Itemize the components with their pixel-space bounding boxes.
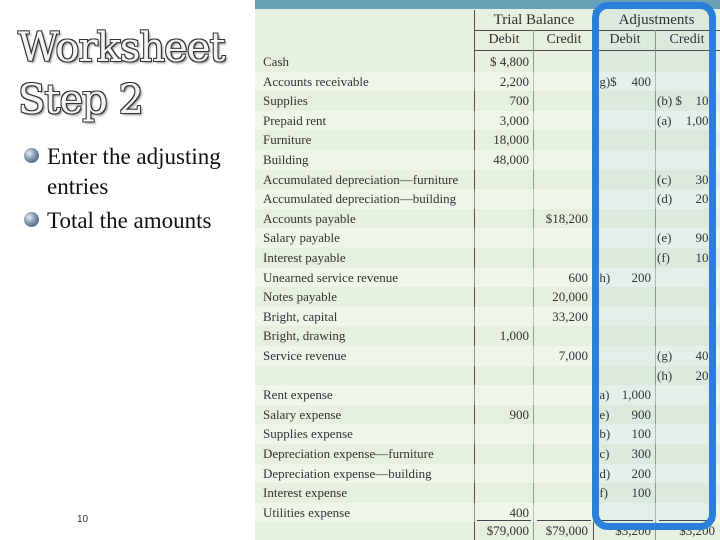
tb-credit-value — [535, 248, 588, 268]
adj-credit-ref: (b) $ — [657, 93, 682, 109]
bullet-list — [24, 142, 256, 240]
tb-credit-value — [535, 444, 588, 464]
adj-debit-header: Debit — [609, 32, 641, 47]
adj-credit-value: 200 — [695, 367, 715, 383]
tb-credit-value: $18,200 — [545, 210, 588, 226]
adj-debit-value: 1,000 — [621, 387, 651, 403]
adjustments-header: Adjustments — [618, 12, 695, 28]
account-name: Interest payable — [263, 250, 346, 265]
adj-credit-value: 1,000 — [685, 112, 715, 128]
tb-credit-header: Credit — [546, 32, 582, 47]
adj-debit-value: 300 — [631, 446, 651, 461]
adj-debit-ref: (a) — [595, 387, 610, 403]
title-line-1: Worksheet — [18, 25, 225, 71]
adj-debit-ref: (e) — [595, 406, 610, 422]
account-name: Service revenue — [263, 348, 347, 363]
tb-credit-value — [535, 52, 588, 72]
bullet-text: Total the amounts — [47, 208, 212, 233]
tb-credit-value — [535, 483, 588, 503]
adj-debit-value: 100 — [631, 426, 651, 442]
tb-credit-value — [535, 228, 588, 248]
tb-debit-value — [477, 424, 529, 444]
page-number: 10 — [77, 514, 89, 525]
adjustments-highlight-box — [592, 2, 716, 530]
tb-debit-value — [477, 228, 529, 248]
tb-debit-value: 400 — [509, 504, 529, 520]
adj-debit-value: 100 — [631, 485, 651, 501]
account-name: Accounts receivable — [263, 73, 369, 89]
tb-debit-value: 900 — [509, 406, 529, 422]
tb-debit-value: 700 — [509, 93, 529, 109]
tb-debit-value: 3,000 — [499, 112, 529, 128]
tb-debit-total: $79,000 — [486, 523, 529, 538]
adj-credit-header: Credit — [669, 32, 705, 47]
adj-credit-ref: (c) — [657, 171, 672, 187]
bullet-item — [24, 142, 256, 202]
bullet-item — [24, 206, 256, 236]
tb-credit-value — [535, 130, 588, 150]
tb-credit-value — [535, 189, 588, 209]
tb-credit-value — [535, 366, 588, 386]
tb-credit-value — [535, 170, 588, 190]
bullet-text: Enter the adjusting entries — [47, 144, 221, 199]
bullet-dot-icon — [24, 148, 39, 163]
account-name: Accumulated depreciation—building — [263, 191, 457, 207]
account-name: Cash — [263, 54, 289, 69]
adj-debit-ref: (b) — [595, 426, 611, 442]
account-name: Notes payable — [263, 289, 338, 305]
slide-title — [18, 22, 248, 126]
tb-credit-total: $79,000 — [545, 523, 588, 538]
tb-debit-value: 2,200 — [499, 73, 529, 89]
tb-debit-value: $ 4,800 — [490, 54, 529, 69]
adj-credit-value: 200 — [695, 191, 715, 207]
tb-credit-value — [535, 91, 588, 111]
tb-debit-value — [477, 287, 529, 307]
tb-credit-value — [535, 150, 588, 170]
account-name: Interest expense — [263, 485, 348, 501]
adj-credit-ref: (h) — [657, 367, 673, 383]
tb-debit-value — [477, 248, 529, 268]
account-name: Supplies expense — [263, 426, 353, 442]
tb-debit-value — [477, 483, 529, 503]
adj-credit-value: 300 — [695, 171, 715, 187]
account-name: Prepaid rent — [263, 112, 327, 128]
adj-credit-value: 400 — [695, 348, 715, 363]
tb-debit-value — [477, 346, 529, 366]
worksheet-image — [255, 0, 720, 540]
account-name: Unearned service revenue — [263, 269, 398, 285]
tb-credit-value — [535, 464, 588, 484]
adj-credit-value: 100 — [695, 93, 715, 109]
account-name: Bright, capital — [263, 308, 338, 324]
adj-debit-ref: (d) — [595, 465, 611, 481]
tb-debit-value: 1,000 — [499, 328, 529, 344]
tb-credit-value — [535, 326, 588, 346]
tb-credit-value — [535, 405, 588, 425]
tb-credit-value: 600 — [568, 269, 588, 285]
tb-debit-value: 18,000 — [493, 132, 529, 148]
adj-credit-value: 900 — [695, 230, 715, 246]
tb-debit-value: 48,000 — [493, 152, 529, 167]
account-name: Depreciation expense—building — [263, 465, 432, 481]
tb-debit-value — [477, 189, 529, 209]
account-name — [263, 366, 475, 386]
adj-credit-ref: (d) — [657, 191, 673, 207]
adj-debit-value: 200 — [631, 269, 651, 285]
tb-debit-value — [477, 366, 529, 386]
tb-debit-value — [477, 464, 529, 484]
account-name: Supplies — [263, 93, 308, 109]
tb-credit-value — [535, 385, 588, 405]
bullet-dot-icon — [24, 212, 39, 227]
tb-debit-value — [477, 444, 529, 464]
account-name: Depreciation expense—furniture — [263, 446, 434, 461]
title-line-2: Step 2 — [18, 77, 143, 123]
tb-credit-value: 20,000 — [552, 289, 588, 305]
account-name: Accounts payable — [263, 210, 356, 226]
tb-debit-value — [477, 268, 529, 288]
adj-credit-total: $3,200 — [679, 523, 715, 538]
tb-debit-value — [477, 170, 529, 190]
adj-credit-value: 100 — [695, 250, 715, 265]
adj-debit-value: 200 — [631, 465, 651, 481]
adj-debit-ref: (f) — [595, 485, 608, 501]
tb-credit-value — [535, 111, 588, 131]
account-name: Accumulated depreciation—furniture — [263, 171, 459, 187]
account-name: Building — [263, 152, 309, 167]
tb-credit-value: 7,000 — [558, 348, 588, 363]
adj-credit-ref: (e) — [657, 230, 672, 246]
adj-credit-ref: (f) — [657, 250, 670, 265]
account-name: Salary payable — [263, 230, 340, 246]
account-name: Furniture — [263, 132, 312, 148]
adj-debit-total: $3,200 — [615, 523, 651, 538]
account-name: Bright, drawing — [263, 328, 346, 344]
adj-debit-value: 400 — [631, 73, 651, 89]
account-name: Utilities expense — [263, 504, 351, 520]
adj-debit-value: 900 — [631, 406, 651, 422]
tb-debit-value — [477, 385, 529, 405]
adj-credit-ref: (g) — [657, 348, 673, 363]
adj-debit-ref: (h) — [595, 269, 611, 285]
tb-credit-value — [535, 72, 588, 92]
account-name: Salary expense — [263, 406, 342, 422]
adj-debit-ref: (g)$ — [595, 73, 617, 89]
tb-credit-value: 33,200 — [552, 308, 588, 324]
tb-debit-value — [477, 307, 529, 327]
tb-credit-value — [535, 424, 588, 444]
adj-debit-ref: (c) — [595, 446, 610, 461]
account-name: Rent expense — [263, 387, 333, 403]
adj-credit-ref: (a) — [657, 112, 672, 128]
tb-debit-header: Debit — [488, 32, 520, 47]
tb-debit-value — [477, 209, 529, 229]
trial-balance-header: Trial Balance — [493, 12, 575, 28]
